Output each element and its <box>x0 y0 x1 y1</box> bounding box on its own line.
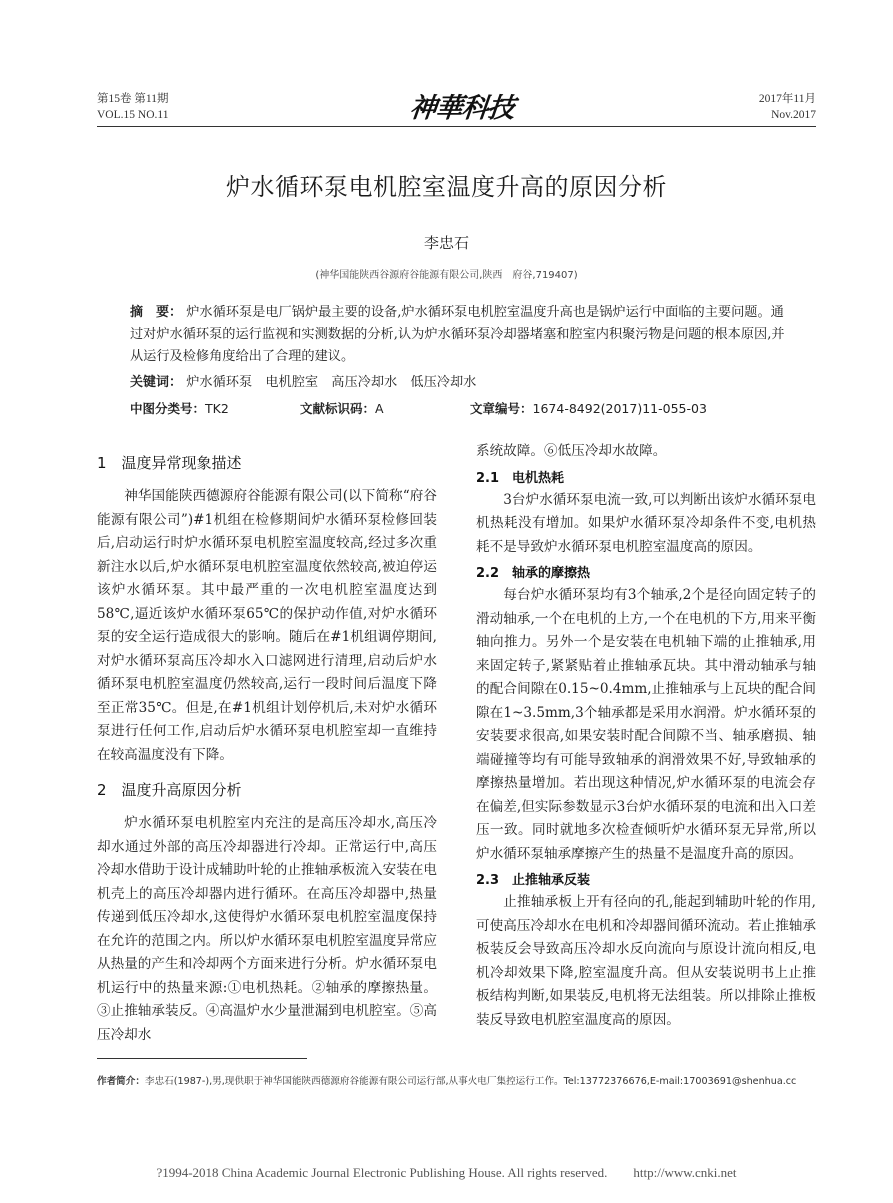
section-2-1-heading: 2.1 电机热耗 <box>476 470 565 486</box>
section-2-paragraph: 炉水循环泵电机腔室内充注的是高压冷却水,高压冷却水通过外部的高压冷却器进行冷却。正常运行中,高压冷却水借助于设计成辅助叶轮的止推轴承板流入安装在电机壳上的高压冷却器内进行循环。在高压冷却器中,热量传递到低压冷却水,这使得炉水循环泵电机腔室温度保持在允许的范围之内。所以炉水循环泵电机腔室温度异常应从热量的产生和冷却两个方面来进行分析。炉水循环泵电机运行中的热量来源:①电机热耗。②轴承的摩擦热量。③止推轴承装反。④高温炉水少量泄漏到电机腔室。⑤高压冷却水 <box>97 815 437 1043</box>
volume-en: VOL.15 NO.11 <box>97 109 169 121</box>
abstract <box>130 302 790 368</box>
keywords <box>130 372 790 394</box>
footnote-label: 作者简介： <box>97 1076 145 1087</box>
date-cn: 2017年11月 <box>758 93 816 105</box>
volume-cn: 第15卷 第11期 <box>97 93 169 105</box>
left-column <box>97 452 437 1047</box>
section-2-1-paragraph: 3台炉水循环泵电流一致,可以判断出该炉水循环泵电机热耗没有增加。如果炉水循环泵冷却条件不变,电机热耗不是导致炉水循环泵电机腔室温度高的原因。 <box>476 491 816 555</box>
abstract-label: 摘 要： <box>130 305 183 320</box>
cnki-copyright: ?1994-2018 China Academic Journal Electronic Publishing House. All rights reserved. http://www.cnki.net <box>156 1165 737 1180</box>
affiliation: (神华国能陕西谷源府谷能源有限公司,陕西 府谷,719407) <box>315 270 578 281</box>
right-column <box>476 440 816 1032</box>
section-1-heading: 1 温度异常现象描述 <box>97 454 242 472</box>
footnote-text: 李忠石(1987-),男,现供职于神华国能陕西德源府谷能源有限公司运行部,从事火电厂集控运行工作。Tel:13772376676,E-mail:17003691@shenhua.cc <box>144 1076 797 1087</box>
keywords-text: 炉水循环泵 电机腔室 高压冷却水 低压冷却水 <box>186 375 477 390</box>
paper-title: 炉水循环泵电机腔室温度升高的原因分析 <box>226 173 667 201</box>
clc-value: TK2 <box>205 401 229 416</box>
author-name: 李忠石 <box>423 234 469 252</box>
journal-logo: 神華科技 <box>408 93 516 124</box>
author-footnote <box>97 1072 817 1092</box>
article-number <box>470 399 707 417</box>
clc-number <box>130 399 229 417</box>
section-2-3-paragraph: 止推轴承板上开有径向的孔,能起到辅助叶轮的作用,可使高压冷却水在电机和冷却器间循环流动。若止推轴承板装反会导致高压冷却水反向流向与原设计流向相反,电机冷却效果下降,腔室温度升高。但从安装说明书上止推板结构判断,如果装反,电机将无法组装。所以排除止推板装反导致电机腔室温度高的原因。 <box>476 894 816 1028</box>
section-2-3-heading: 2.3 止推轴承反装 <box>476 873 591 888</box>
clc-label: 中图分类号： <box>130 401 206 416</box>
doc-value: A <box>375 401 384 416</box>
keywords-label: 关键词： <box>130 375 183 390</box>
header-rule <box>97 126 816 127</box>
article-value: 1674-8492(2017)11-055-03 <box>532 401 707 416</box>
doc-label: 文献标识码： <box>300 401 376 416</box>
footnote-rule <box>97 1058 307 1059</box>
abstract-text: 炉水循环泵是电厂锅炉最主要的设备,炉水循环泵电机腔室温度升高也是锅炉运行中面临的主要问题。通过对炉水循环泵的运行监视和实测数据的分析,认为炉水循环泵冷却器堵塞和腔室内积聚污物是问题的根本原因,并从运行及检修角度给出了合理的建议。 <box>130 305 785 364</box>
section-2-2-paragraph: 每台炉水循环泵均有3个轴承,2个是径向固定转子的滑动轴承,一个在电机的上方,一个在电机的下方,用来平衡轴向推力。另外一个是安装在电机轴下端的止推轴承,用来固定转子,紧紧贴着止推轴承瓦块。其中滑动轴承与轴的配合间隙在0.15~0.4mm,止推轴承与上瓦块的配合间隙在1~3.5mm,3个轴承都是采用水润滑。炉水循环泵的安装要求很高,如果安装时配合间隙不当、轴承磨损、轴端碰撞等均有可能导致轴承的润滑效果不好,导致轴承的摩擦热量增加。若出现这种情况,炉水循环泵的电流会存在偏差,但实际参数显示3台炉水循环泵的电流和出入口差压一致。同时就地多次检查倾听炉水循环泵无异常,所以炉水循环泵轴承摩擦产生的热量不是温度升高的原因。 <box>476 587 816 862</box>
section-2-heading: 2 温度升高原因分析 <box>97 781 242 799</box>
date-en: Nov.2017 <box>771 109 816 121</box>
article-label: 文章编号： <box>470 401 533 416</box>
section-2-continued: 系统故障。⑥低压冷却水故障。 <box>476 443 667 459</box>
section-1-paragraph: 神华国能陕西德源府谷能源有限公司(以下简称“府谷能源有限公司”)#1机组在检修期间炉水循环泵检修回装后,启动运行时炉水循环泵电机腔室温度较高,经过多次重新注水以后,炉水循环泵电机腔室温度依然较高,被迫停运该炉水循环泵。其中最严重的一次电机腔室温度达到58℃,逼近该炉水循环泵65℃的保护动作值,对炉水循环泵的安全运行造成很大的影响。随后在#1机组调停期间,对炉水循环泵高压冷却水入口滤网进行清理,启动后炉水循环泵电机腔室温度仍然较高,运行一段时间后温度下降至正常35℃。但是,在#1机组计划停机后,未对炉水循环泵进行任何工作,启动后炉水循环泵电机腔室却一直维持在较高温度没有下降。 <box>97 488 437 763</box>
section-2-2-heading: 2.2 轴承的摩擦热 <box>476 566 591 581</box>
doc-code <box>300 399 384 417</box>
